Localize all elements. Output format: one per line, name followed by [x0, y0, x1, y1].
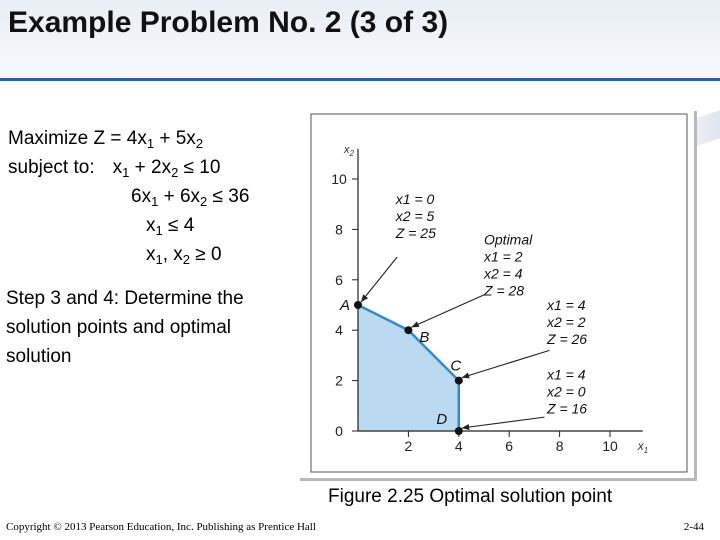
y-tick-label: 2	[335, 372, 343, 389]
figure-frame	[297, 108, 694, 478]
constraint-4-line: $x_1$, $x_2 \ge 0$	[146, 244, 222, 267]
constraint-3-line: $x_1 \le 4$	[146, 215, 195, 238]
point-C	[455, 377, 463, 385]
annotation-D: x2 = 0	[547, 383, 586, 400]
annotation-B: x1 = 2	[484, 248, 523, 265]
x-tick-label: 2	[404, 438, 413, 454]
point-label-D: D	[436, 411, 448, 428]
y-tick-label: 10	[331, 171, 347, 187]
annotation-B: x2 = 4	[484, 265, 523, 282]
point-B	[404, 326, 412, 334]
y-tick-label: 6	[335, 271, 343, 288]
x-tick-label: 6	[505, 438, 514, 454]
objective-line: Maximize $Z = 4x_1 + 5x_2$	[8, 128, 204, 151]
annotation-D: Z = 16	[547, 400, 588, 417]
page-title: Example Problem No. 2 (3 of 3)	[8, 6, 449, 39]
annotation-A: x2 = 5	[395, 208, 435, 225]
y-axis-label: $x_2$	[344, 143, 354, 158]
point-D	[455, 427, 463, 435]
y-tick-label: 8	[335, 221, 343, 238]
annotation-C: x1 = 4	[547, 297, 586, 314]
constraint-1-line: subject to: $x_1 + 2x_2 \le 10$	[8, 157, 221, 180]
annotation-B: Optimal	[484, 231, 533, 248]
annotation-B: Z = 28	[484, 282, 525, 299]
annotation-D: x1 = 4	[547, 366, 586, 383]
copyright-text: Copyright © 2013 Pearson Education, Inc. Publishing as Prentice Hall	[6, 521, 316, 533]
annotation-C: Z = 26	[547, 331, 588, 348]
figure-caption: Figure 2.25 Optimal solution point	[328, 486, 613, 507]
y-axis-label-sub: 2	[349, 148, 354, 158]
constraint-2-line: $6x_1 + 6x_2 \le 36$	[131, 186, 250, 209]
step-text: Step 3 and 4: Determine the solution points and optimal solution	[6, 288, 244, 367]
x-tick-label: 10	[602, 438, 618, 454]
x-tick-label: 8	[555, 438, 564, 454]
point-label-C: C	[450, 357, 462, 375]
page-number: 2-44	[683, 521, 704, 533]
point-label-A: A	[339, 297, 351, 314]
annotation-A: x1 = 0	[395, 191, 435, 208]
point-A	[354, 301, 362, 309]
x-tick-label: 4	[454, 438, 463, 454]
title-underline	[0, 78, 720, 81]
solution-chart	[297, 108, 694, 478]
annotation-A: Z = 25	[395, 225, 436, 242]
x-axis-label: $x_1$	[637, 439, 649, 455]
x-axis-label-sub: 1	[643, 446, 649, 455]
y-tick-label: 0	[335, 423, 343, 439]
point-label-B: B	[419, 329, 430, 347]
annotation-C: x2 = 2	[547, 314, 586, 331]
y-tick-label: 4	[335, 322, 343, 339]
